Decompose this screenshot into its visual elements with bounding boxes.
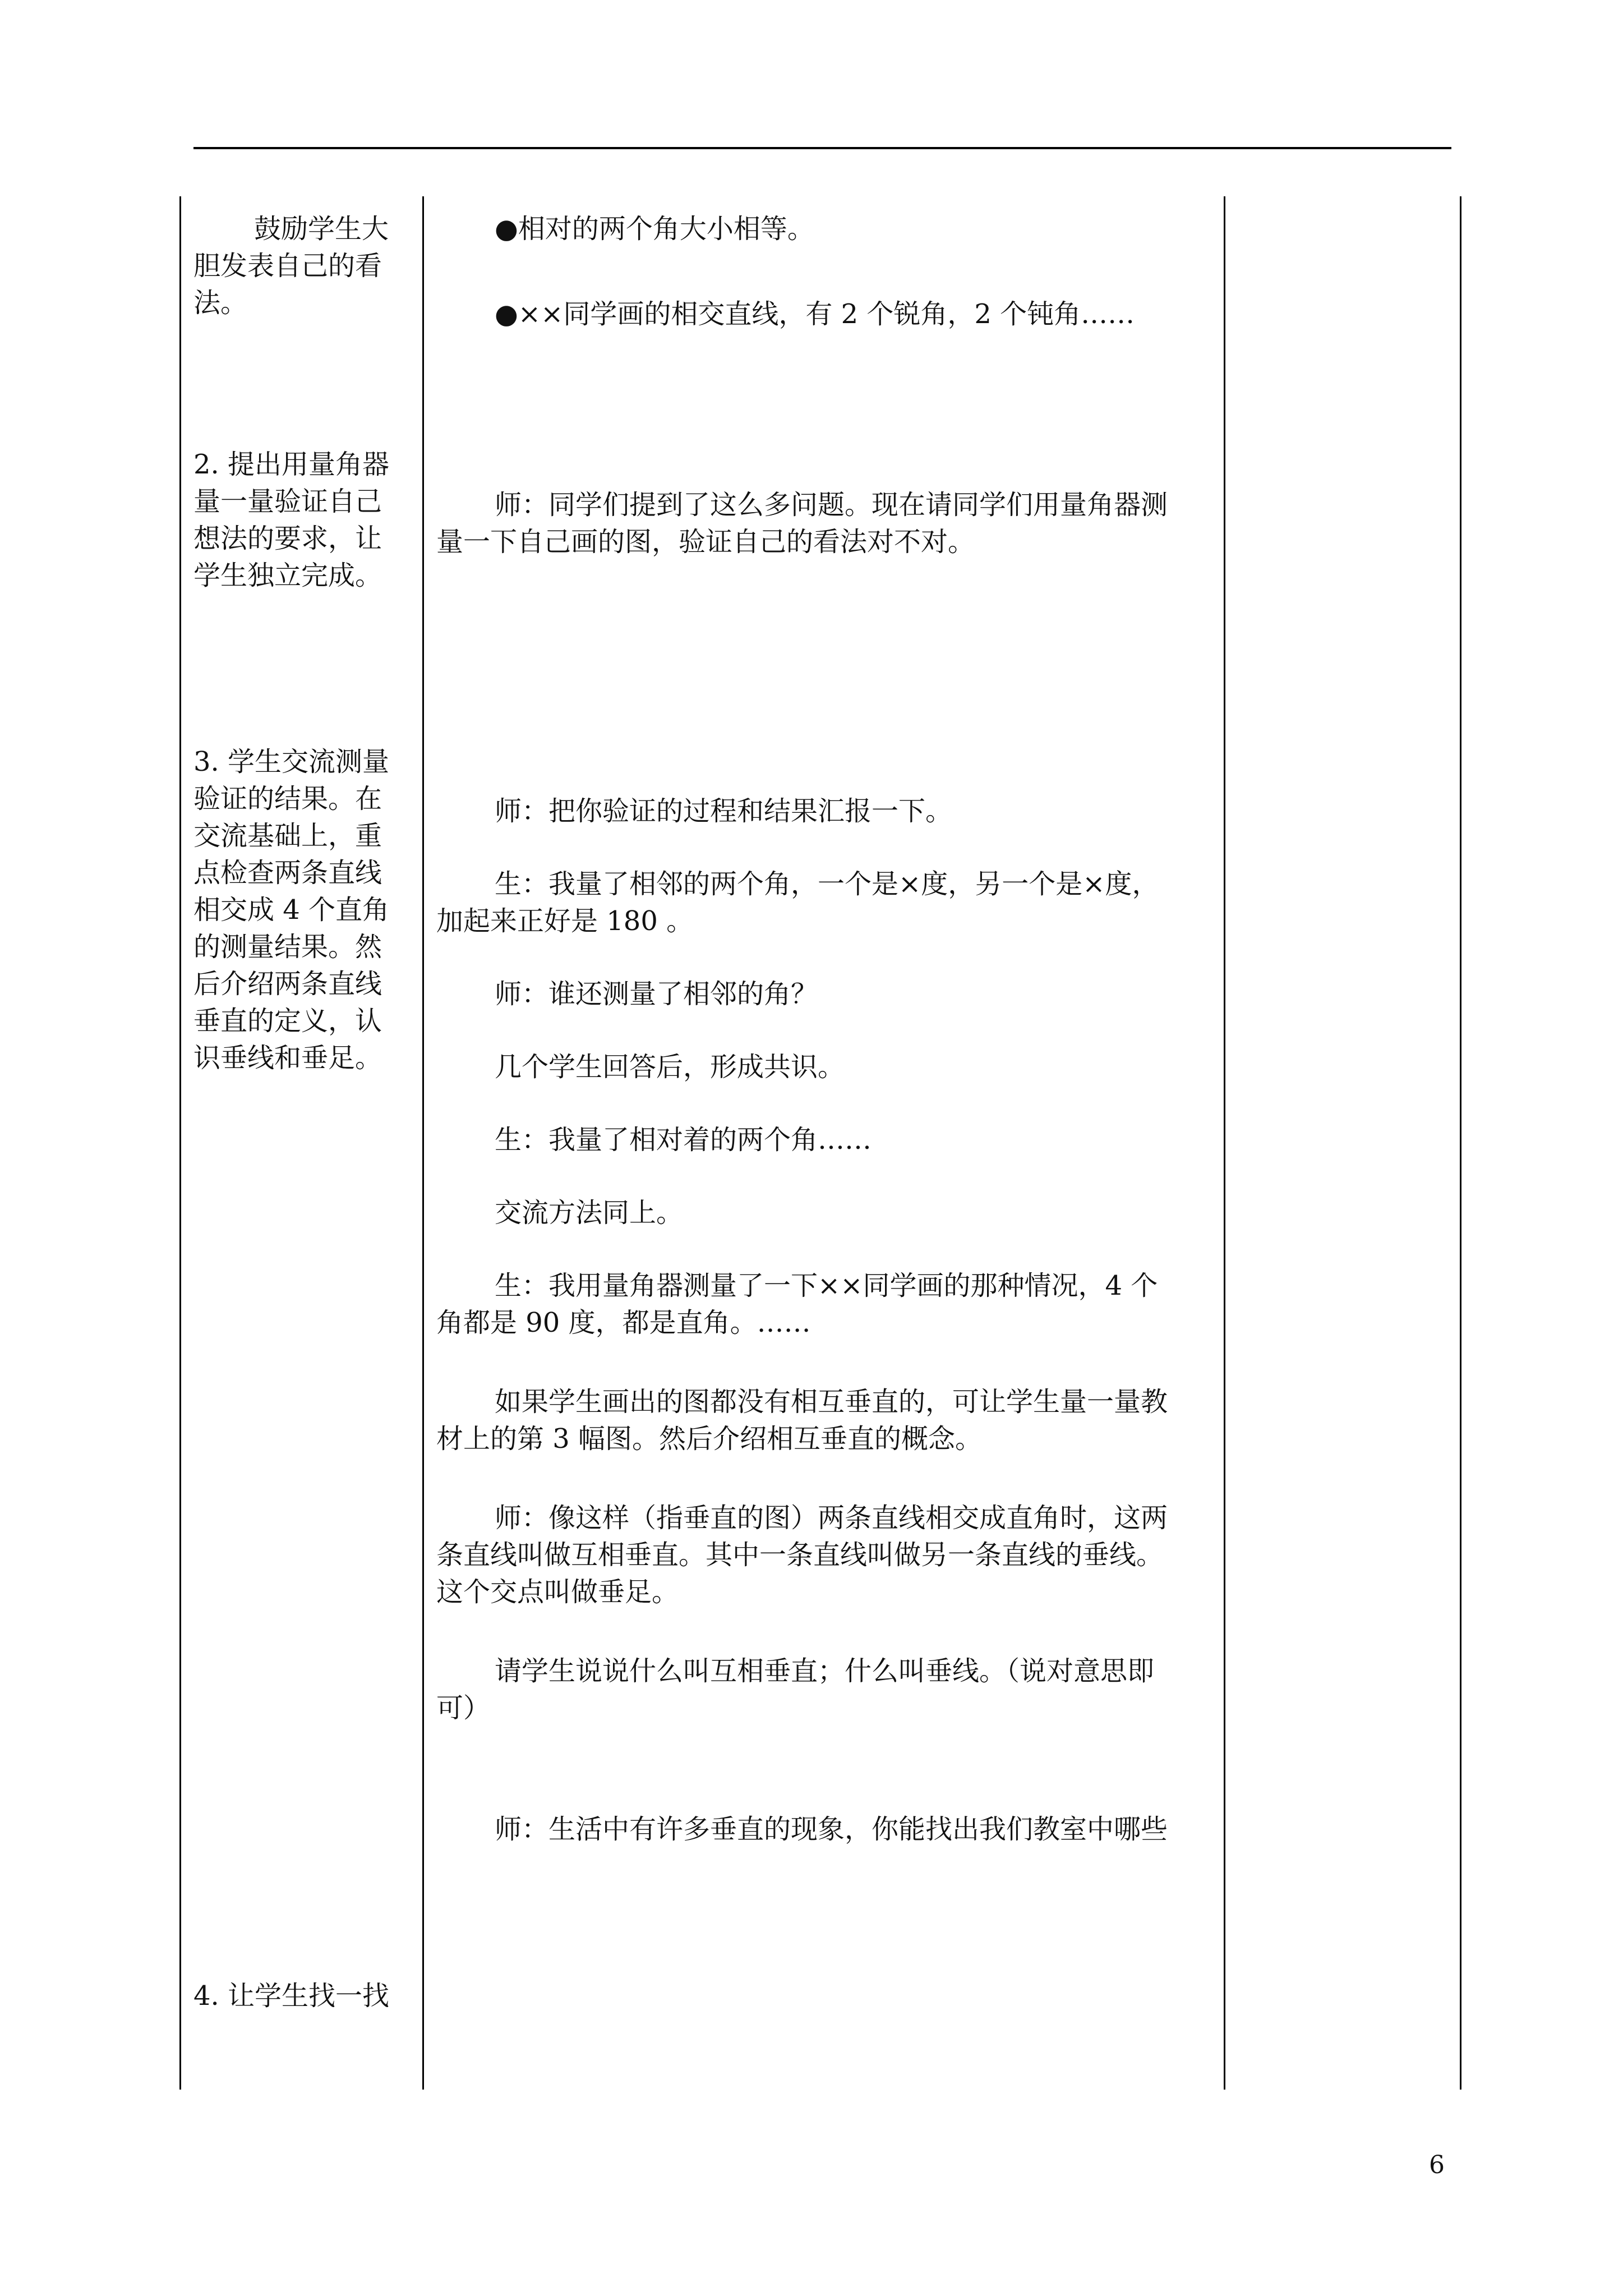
header-rule bbox=[193, 147, 1451, 149]
text-line: 2. 提出用量角器 bbox=[193, 449, 390, 480]
paragraph: 几个学生回答后，形成共识。 bbox=[495, 1051, 845, 1083]
text-line: 想法的要求，让 bbox=[193, 523, 382, 554]
paragraph: 生：我量了相邻的两个角，一个是×度，另一个是×度， bbox=[495, 868, 1159, 900]
text-line: 胆发表自己的看 bbox=[193, 250, 382, 282]
paragraph: ●相对的两个角大小相等。 bbox=[495, 213, 814, 245]
paragraph: 师：像这样（指垂直的图）两条直线相交成直角时，这两 bbox=[495, 1502, 1168, 1534]
text-line: 学生独立完成。 bbox=[193, 560, 382, 591]
paragraph: 生：我量了相对着的两个角…… bbox=[495, 1124, 872, 1156]
text-line: 4. 让学生找一找 bbox=[193, 1980, 390, 2012]
table-divider-2 bbox=[1224, 196, 1225, 2090]
text-line: 后介绍两条直线 bbox=[193, 968, 382, 1000]
paragraph: 请学生说说什么叫互相垂直；什么叫垂线。（说对意思即 bbox=[495, 1655, 1155, 1687]
paragraph: 生：我用量角器测量了一下××同学画的那种情况，4 个 bbox=[495, 1270, 1158, 1301]
paragraph: 可） bbox=[436, 1692, 491, 1724]
text-line: 量一量验证自己 bbox=[193, 486, 382, 517]
paragraph: 交流方法同上。 bbox=[495, 1197, 684, 1228]
table-divider-1 bbox=[422, 196, 424, 2090]
text-line: 鼓励学生大 bbox=[254, 213, 389, 245]
paragraph: 这个交点叫做垂足。 bbox=[436, 1576, 679, 1608]
paragraph: 材上的第 3 幅图。然后介绍相互垂直的概念。 bbox=[436, 1423, 983, 1455]
paragraph: 加起来正好是 180 。 bbox=[436, 905, 694, 937]
text-line: 垂直的定义，认 bbox=[193, 1005, 382, 1037]
intent-block-4 bbox=[193, 1977, 409, 2014]
paragraph: 条直线叫做互相垂直。其中一条直线叫做另一条直线的垂线。 bbox=[436, 1539, 1164, 1571]
text-line: 识垂线和垂足。 bbox=[193, 1042, 382, 1074]
paragraph: 师：把你验证的过程和结果汇报一下。 bbox=[495, 795, 953, 827]
paragraph: 师：生活中有许多垂直的现象，你能找出我们教室中哪些 bbox=[495, 1814, 1168, 1845]
table-border-right bbox=[1460, 196, 1461, 2090]
teaching-intent-column bbox=[193, 210, 409, 2014]
text-line: 的测量结果。然 bbox=[193, 931, 382, 963]
paragraph: 师：同学们提到了这么多问题。现在请同学们用量角器测 bbox=[495, 489, 1168, 521]
paragraph: 如果学生画出的图都没有相互垂直的，可让学生量一量教 bbox=[495, 1386, 1168, 1418]
text-line: 3. 学生交流测量 bbox=[193, 746, 390, 777]
teaching-process-column bbox=[436, 210, 1207, 1848]
text-line: 法。 bbox=[193, 287, 248, 319]
table-border-left bbox=[179, 196, 181, 2090]
text-line: 相交成 4 个直角 bbox=[193, 894, 390, 926]
intent-block-3 bbox=[193, 743, 409, 1977]
paragraph: 量一下自己画的图，验证自己的看法对不对。 bbox=[436, 526, 975, 558]
intent-block-1 bbox=[193, 210, 409, 446]
intent-block-2 bbox=[193, 446, 409, 743]
paragraph: 师：谁还测量了相邻的角？ bbox=[495, 978, 818, 1010]
page-number: 6 bbox=[1429, 2151, 1445, 2179]
text-line: 交流基础上，重 bbox=[193, 820, 382, 852]
text-line: 验证的结果。在 bbox=[193, 783, 382, 815]
text-line: 点检查两条直线 bbox=[193, 857, 382, 889]
paragraph: 角都是 90 度，都是直角。…… bbox=[436, 1307, 811, 1338]
paragraph: ●××同学画的相交直线，有 2 个锐角，2 个钝角…… bbox=[495, 298, 1135, 330]
